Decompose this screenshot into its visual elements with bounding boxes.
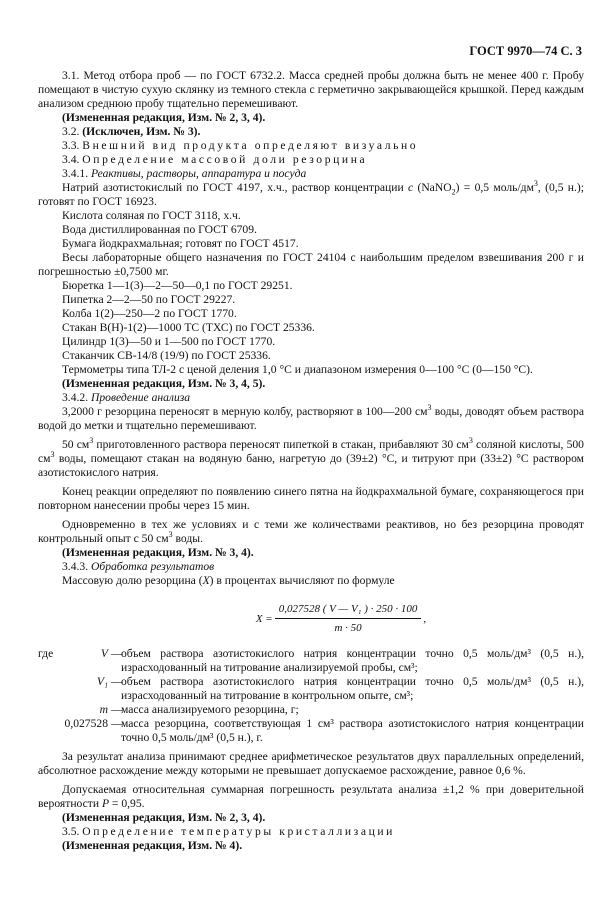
definition-item <box>38 675 584 703</box>
text-run: 3.3. <box>62 139 83 152</box>
text-run: ) = 0,5 моль/дм <box>455 181 534 194</box>
paragraph <box>38 237 584 251</box>
text-run: Термометры типа ТЛ-2 с ценой деления 1,0 °С и диапазоном измерения 0—100 °С (0—150 °С). <box>62 363 533 376</box>
text-run: (Исключен, Изм. № 3). <box>82 125 201 138</box>
text-run: (Измененная редакция, Изм. № 2, 3, 4). <box>62 811 266 824</box>
text-run: Колба 1(2)—250—2 по ГОСТ 1770. <box>62 307 237 320</box>
text-run: 3.4.2. <box>62 391 91 404</box>
formula-trail: , <box>423 612 427 625</box>
text-run: воды, помещают стакан на водяную баню, нагретую до (39±2) °С, и титруют при (33±2) °С раствором азотистокислого натрия. <box>38 452 584 479</box>
paragraph <box>38 518 584 546</box>
text-run: Стаканчик СВ-14/8 (19/9) по ГОСТ 25336. <box>62 349 271 362</box>
section-text-before-formula <box>38 69 584 588</box>
text-run: (Измененная редакция, Изм. № 2, 3, 4). <box>62 111 266 124</box>
text-run: Бюретка 1—1(3)—2—50—0,1 по ГОСТ 29251. <box>62 279 293 292</box>
text-run: 2 <box>451 187 456 197</box>
definition-symbol: V <box>100 647 108 660</box>
document-body <box>38 69 584 853</box>
paragraph <box>38 279 584 293</box>
paragraph <box>38 363 584 377</box>
text-run: воды, доводят объем раствора водой до метки и тщательно перемешивают. <box>38 405 584 432</box>
paragraph <box>38 574 584 588</box>
text-run: Пипетка 2—2—50 по ГОСТ 29227. <box>62 293 236 306</box>
text-run: 3 <box>533 179 538 189</box>
paragraph <box>38 181 584 209</box>
text-run: Одновременно в тех же условиях и с теми же количествами реактивов, но без резорцина проводят контрольный опыт с 50 см <box>38 518 584 545</box>
text-run: 3 <box>468 436 473 446</box>
definition-symbol: V₁ <box>96 675 108 688</box>
definition-symbol: 0,027528 <box>64 717 108 730</box>
text-run: Стакан В(Н)-1(2)—1000 ТС (ТХС) по ГОСТ 25336. <box>62 321 315 334</box>
definition-dash: — <box>111 717 123 730</box>
paragraph <box>38 750 584 778</box>
text-run: Вода дистиллированная по ГОСТ 6709. <box>62 223 257 236</box>
formula-numerator: 0,027528 ( V — V₁ ) · 250 · 100 <box>275 602 422 619</box>
definition-item <box>38 703 584 717</box>
paragraph <box>38 153 584 167</box>
definition-text: масса анализируемого резорцина, г; <box>121 703 299 716</box>
definition-dash: — <box>111 675 123 688</box>
text-run: , (0,5 н.); готовят по ГОСТ 16923. <box>38 181 584 208</box>
definition-dash: — <box>111 647 123 660</box>
formula-fraction <box>275 602 422 635</box>
paragraph <box>38 125 584 139</box>
variable-definitions <box>38 647 584 745</box>
text-run: 3.1. Метод отбора проб — по ГОСТ 6732.2. Масса средней пробы должна быть не менее 400 г. Пробу помещают в чистую сухую склянку из темного стекла с герметично закрывающейся крышкой. Перед каждым анализом среднюю пробу тщательно перемешивают. <box>38 69 584 110</box>
paragraph <box>38 69 584 111</box>
text-run: 3 <box>89 436 94 446</box>
paragraph <box>38 560 584 574</box>
text-run: Реактивы, растворы, аппаратура и посуда <box>90 167 307 180</box>
paragraph <box>38 546 584 560</box>
text-run: 50 см <box>62 438 90 451</box>
text-run: 3.2. <box>62 125 83 138</box>
paragraph <box>38 405 584 433</box>
text-run: Цилиндр 1(3)—50 и 1—500 по ГОСТ 1770. <box>62 335 276 348</box>
definition-text: масса резорцина, соответствующая 1 см³ раствора азотистокислого натрия концентрации точно 0,5 моль/дм³ (0,5 н.), г. <box>121 717 584 744</box>
text-run: 3 <box>427 403 432 413</box>
paragraph <box>38 251 584 279</box>
text-run: Кислота соляная по ГОСТ 3118, х.ч. <box>62 209 241 222</box>
text-run: c <box>407 181 414 194</box>
text-run: 3,2000 г резорцина переносят в мерную колбу, растворяют в 100—200 см <box>62 405 428 418</box>
text-run: Натрий азотистокислый по ГОСТ 4197, х.ч., раствор концентрации <box>62 181 408 194</box>
text-run: Массовую долю резорцина ( <box>62 574 203 587</box>
text-run: Допускаемая относительная суммарная погрешность результата анализа ±1,2 % при доверительной вероятности <box>38 783 584 810</box>
paragraph <box>38 825 584 839</box>
paragraph <box>38 335 584 349</box>
text-run: X <box>202 574 210 587</box>
paragraph <box>38 139 584 153</box>
text-run: Весы лабораторные общего назначения по ГОСТ 24104 с наибольшим пределом взвешивания 200 г и погрешностью ±0,7500 мг. <box>38 251 584 278</box>
text-run: приготовленного раствора переносят пипеткой в стакан, прибавляют 30 см <box>93 438 469 451</box>
text-run: Бумага йодкрахмальная; готовят по ГОСТ 4517. <box>62 237 299 250</box>
text-run: 3 <box>50 450 55 460</box>
paragraph <box>38 307 584 321</box>
paragraph <box>38 485 584 513</box>
text-run: 3.4. <box>62 153 83 166</box>
paragraph <box>38 839 584 853</box>
text-run: (Измененная редакция, Изм. № 4). <box>62 839 243 852</box>
paragraph <box>38 349 584 363</box>
where-label <box>38 675 78 703</box>
definition-symbol: m <box>99 703 108 716</box>
paragraph <box>38 209 584 223</box>
definition-item <box>38 647 584 675</box>
definition-dash: — <box>111 703 123 716</box>
text-run: 3 <box>168 530 173 540</box>
formula-denominator: m · 50 <box>334 622 362 634</box>
paragraph <box>38 391 584 405</box>
page-header: ГОСТ 9970—74 С. 3 <box>469 44 582 58</box>
text-run: (Измененная редакция, Изм. № 3, 4, 5). <box>62 377 266 390</box>
text-run: (NaNO <box>413 181 452 194</box>
text-run: P <box>101 797 110 810</box>
text-run: Проведение анализа <box>90 391 191 404</box>
text-run: соляной кислоты, 500 см <box>38 438 584 465</box>
paragraph <box>38 811 584 825</box>
where-label <box>38 703 78 717</box>
text-run: 3.4.3. <box>62 560 91 573</box>
text-run: Внешний вид продукта определяют визуально <box>82 139 419 152</box>
paragraph <box>38 377 584 391</box>
text-run: ) в процентах вычисляют по формуле <box>209 574 395 587</box>
text-run: 3.4.1. <box>62 167 91 180</box>
definition-item <box>38 717 584 745</box>
paragraph <box>38 783 584 811</box>
text-run: 3.5. <box>62 825 83 838</box>
text-run: (Измененная редакция, Изм. № 3, 4). <box>62 546 254 559</box>
text-run: Обработка результатов <box>90 560 215 573</box>
definition-text: объем раствора азотистокислого натрия концентрации точно 0,5 моль/дм³ (0,5 н.), израсходованный на титрование в контрольном опыте, см³; <box>121 675 584 702</box>
text-run: Определение температуры кристаллизации <box>82 825 395 838</box>
text-run: Определение массовой доли резорцина <box>82 153 368 166</box>
text-run: Конец реакции определяют по появлению синего пятна на йодкрахмальной бумаге, сохраняющегося при повторном нанесении пробы через 15 мин. <box>38 485 584 512</box>
paragraph <box>38 167 584 181</box>
text-run: воды. <box>172 532 203 545</box>
paragraph <box>38 321 584 335</box>
paragraph <box>38 438 584 480</box>
paragraph <box>38 111 584 125</box>
text-run: За результат анализа принимают среднее арифметическое результатов двух параллельных определений, абсолютное расхождение между которыми не превышает допускаемое расхождение, равное 0,6 %. <box>38 750 584 777</box>
section-text-after-formula <box>38 750 584 853</box>
paragraph <box>38 223 584 237</box>
definition-text: объем раствора азотистокислого натрия концентрации точно 0,5 моль/дм³ (0,5 н.), израсходованный на титрование анализируемой пробы, см³; <box>121 647 584 674</box>
paragraph <box>38 293 584 307</box>
formula-lhs: X = <box>255 612 273 625</box>
where-label: где <box>38 647 54 660</box>
formula <box>38 602 584 635</box>
text-run: = 0,95. <box>109 797 145 810</box>
